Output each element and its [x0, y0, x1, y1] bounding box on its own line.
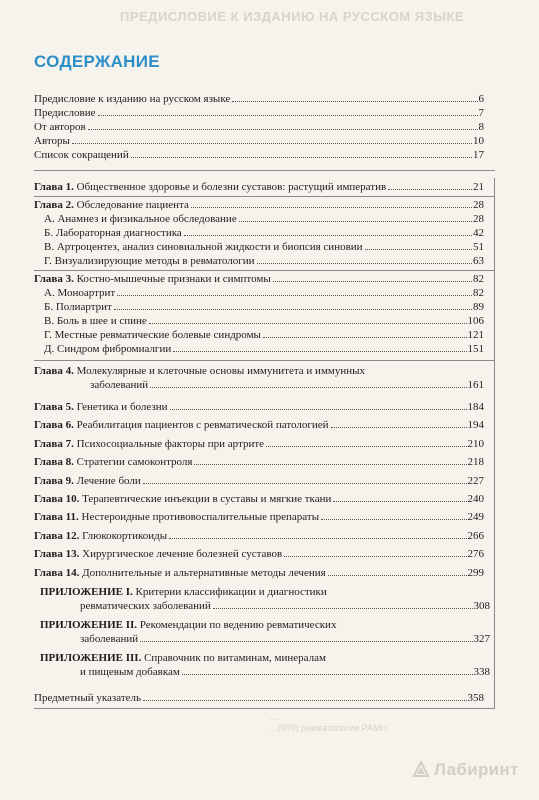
toc-entry-3b[interactable]: Б. Полиартрит 89	[44, 301, 484, 313]
toc-entry-authors[interactable]: Авторы 10	[34, 135, 484, 147]
toc-entry-3c[interactable]: В. Боль в шее и спине 106	[44, 315, 484, 327]
chapters-5-14-list	[34, 398, 484, 582]
bleed-through-header: ПРЕДИСЛОВИЕ К ИЗДАНИЮ НА РУССКОМ ЯЗЫКЕ	[120, 9, 465, 24]
bleed-through-footer: ... ...(909) ревматология РАМН	[270, 712, 387, 733]
index-block	[34, 691, 484, 705]
frame-bottom-border	[34, 708, 495, 709]
toc-entry-chapter-11[interactable]: Глава 11. Нестероидные противовоспалительные препараты 249	[34, 511, 484, 524]
toc-entry-2b[interactable]: Б. Лабораторная диагностика 42	[44, 227, 484, 239]
toc-entry-chapter-8[interactable]: Глава 8. Стратегии самоконтроля 218	[34, 456, 484, 469]
toc-entry-2d[interactable]: Г. Визуализирующие методы в ревматологии 63	[44, 255, 484, 267]
toc-entry-chapter-7[interactable]: Глава 7. Психосоциальные факторы при артрите 210	[34, 437, 484, 450]
chapter-2-block	[34, 198, 484, 268]
section-divider	[34, 170, 495, 171]
toc-entry-appendix-1[interactable]: ПРИЛОЖЕНИЕ I. Критерии классификации и диагностики ревматических заболеваний 308	[40, 586, 490, 612]
labirint-watermark: Лабиринт	[412, 760, 519, 780]
labirint-logo-icon	[412, 761, 430, 779]
toc-entry-chapter-1[interactable]: Глава 1. Общественное здоровье и болезни суставов: растущий императив 21	[34, 181, 484, 193]
toc-entry-preface-russian[interactable]: Предисловие к изданию на русском языке 6	[34, 93, 484, 105]
toc-entry-abbreviations[interactable]: Список сокращений 17	[34, 149, 484, 161]
toc-entry-2a[interactable]: А. Анамнез и физикальное обследование 28	[44, 213, 484, 225]
toc-entry-from-authors[interactable]: От авторов 8	[34, 121, 484, 133]
toc-entry-chapter-6[interactable]: Глава 6. Реабилитация пациентов с ревматической патологией 194	[34, 419, 484, 432]
toc-entry-chapter-5[interactable]: Глава 5. Генетика и болезни 184	[34, 401, 484, 413]
toc-entry-chapter-10[interactable]: Глава 10. Терапевтические инъекции в суставы и мягкие ткани 240	[34, 493, 484, 506]
page-title: СОДЕРЖАНИЕ	[34, 52, 160, 71]
frame-right-border	[494, 178, 495, 708]
toc-entry-chapter-14[interactable]: Глава 14. Дополнительные и альтернативные методы лечения 299	[34, 566, 484, 579]
chapter-divider	[34, 270, 495, 271]
toc-entry-subject-index[interactable]: Предметный указатель 358	[34, 692, 484, 704]
chapter-divider	[34, 196, 495, 197]
toc-entry-appendix-3[interactable]: ПРИЛОЖЕНИЕ III. Справочник по витаминам, минералам и пищевым добавкам 338	[40, 652, 490, 678]
toc-entry-appendix-2[interactable]: ПРИЛОЖЕНИЕ II. Рекомендации по ведению ревматических заболеваний 327	[40, 619, 490, 645]
toc-entry-chapter-3[interactable]: Глава 3. Костно-мышечные признаки и симптомы 82	[34, 273, 484, 285]
toc-entry-3e[interactable]: Д. Синдром фибромиалгии 151	[44, 343, 484, 355]
toc-entry-3d[interactable]: Г. Местные ревматические болевые синдромы 121	[44, 329, 484, 341]
front-matter-list	[34, 92, 484, 162]
chapter-1-block	[34, 180, 484, 194]
toc-entry-preface[interactable]: Предисловие 7	[34, 107, 484, 119]
chapter-divider	[34, 360, 495, 361]
toc-entry-3a[interactable]: А. Моноартрит 82	[44, 287, 484, 299]
toc-entry-chapter-4[interactable]: Глава 4. Молекулярные и клеточные основы иммунитета и иммунных заболеваний 161	[34, 365, 484, 391]
toc-entry-chapter-9[interactable]: Глава 9. Лечение боли 227	[34, 474, 484, 487]
toc-entry-chapter-13[interactable]: Глава 13. Хирургическое лечение болезней суставов 276	[34, 548, 484, 561]
toc-entry-chapter-12[interactable]: Глава 12. Глюкокортикоиды 266	[34, 529, 484, 542]
toc-entry-2c[interactable]: В. Артроцентез, анализ синовиальной жидкости и биопсия синовии 51	[44, 241, 484, 253]
toc-entry-chapter-2[interactable]: Глава 2. Обследование пациента 28	[34, 199, 484, 211]
chapter-3-block	[34, 272, 484, 356]
